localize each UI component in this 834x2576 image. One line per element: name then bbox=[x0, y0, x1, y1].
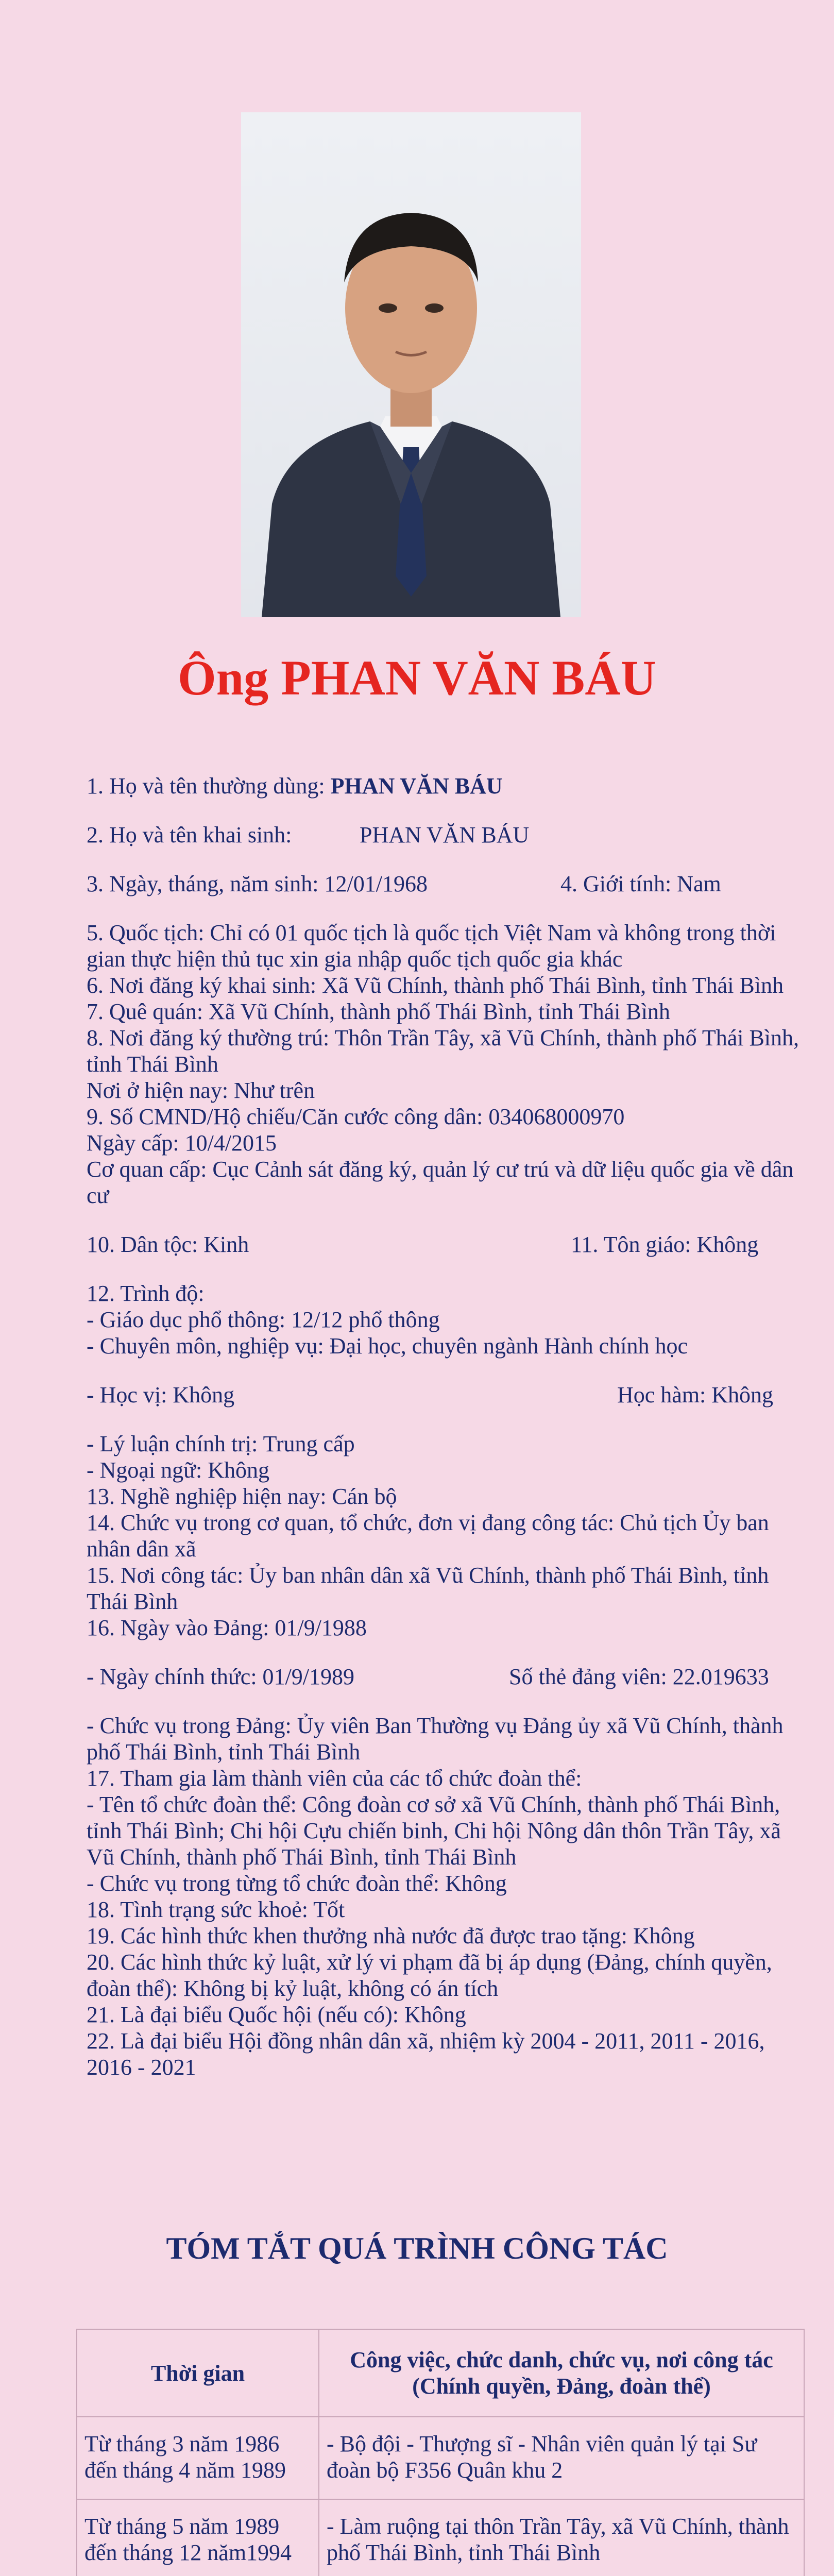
career-table bbox=[76, 2329, 805, 2576]
table-cell-time: Từ tháng 5 năm 1989 đến tháng 12 năm1994 bbox=[77, 2499, 319, 2576]
info-line-20: 20. Các hình thức kỷ luật, xử lý vi phạm đã bị áp dụng (Đảng, chính quyền, đoàn thể): Không bị kỷ luật, không có án tích bbox=[87, 1950, 772, 2001]
info-line-9c: Cơ quan cấp: Cục Cảnh sát đăng ký, quản lý cư trú và dữ liệu quốc gia về dân cư bbox=[87, 1157, 794, 1208]
info-line-17a: - Tên tổ chức đoàn thể: Công đoàn cơ sở xã Vũ Chính, thành phố Thái Bình, tỉnh Thái Bình; Chi hội Cựu chiến binh, Chi hội Nông dân thôn Trần Tây, xã Vũ Chính, thành phố Thái Bình, tỉnh Thái Bình bbox=[87, 1792, 781, 1870]
info-line-10 bbox=[87, 1231, 813, 1258]
page-title: Ông PHAN VĂN BÁU bbox=[178, 650, 656, 705]
info-line-9: 9. Số CMND/Hộ chiếu/Căn cước công dân: 034068000970 bbox=[87, 1104, 625, 1129]
info-value: PHAN VĂN BÁU bbox=[360, 822, 530, 848]
info-line-3 bbox=[87, 871, 813, 897]
column-header-job: Công việc, chức danh, chức vụ, nơi công tác (Chính quyền, Đảng, đoàn thể) bbox=[319, 2329, 804, 2417]
info-party-card: Số thẻ đảng viên: 22.019633 bbox=[509, 1664, 769, 1689]
info-label: 1. Họ và tên thường dùng: bbox=[87, 773, 331, 799]
info-line-19: 19. Các hình thức khen thưởng nhà nước đã được trao tặng: Không bbox=[87, 1923, 695, 1948]
table-cell-time: Từ tháng 3 năm 1986 đến tháng 4 năm 1989 bbox=[77, 2417, 319, 2499]
info-line-21: 21. Là đại biểu Quốc hội (nếu có): Không bbox=[87, 2002, 466, 2027]
info-birthdate: 3. Ngày, tháng, năm sinh: 12/01/1968 bbox=[87, 871, 428, 896]
portrait-illustration bbox=[241, 112, 581, 617]
info-line-12e: - Ngoại ngữ: Không bbox=[87, 1458, 270, 1483]
info-line-12b: - Chuyên môn, nghiệp vụ: Đại học, chuyên ngành Hành chính học bbox=[87, 1333, 688, 1359]
info-line-1 bbox=[87, 773, 813, 799]
info-official-date: - Ngày chính thức: 01/9/1989 bbox=[87, 1664, 354, 1689]
personal-info bbox=[87, 773, 813, 2080]
info-line-15: 15. Nơi công tác: Ủy ban nhân dân xã Vũ Chính, thành phố Thái Bình, tỉnh Thái Bình bbox=[87, 1563, 769, 1614]
info-value: PHAN VĂN BÁU bbox=[330, 773, 503, 799]
info-line-13: 13. Nghề nghiệp hiện nay: Cán bộ bbox=[87, 1484, 397, 1509]
info-line-9b: Ngày cấp: 10/4/2015 bbox=[87, 1130, 277, 1156]
info-line-16: 16. Ngày vào Đảng: 01/9/1988 bbox=[87, 1615, 367, 1640]
info-ethnicity: 10. Dân tộc: Kinh bbox=[87, 1232, 249, 1257]
info-line-12a: - Giáo dục phổ thông: 12/12 phổ thông bbox=[87, 1307, 440, 1332]
portrait-photo bbox=[241, 112, 581, 617]
info-line-17b: - Chức vụ trong từng tổ chức đoàn thể: Không bbox=[87, 1871, 507, 1896]
info-line-16c: - Chức vụ trong Đảng: Ủy viên Ban Thường vụ Đảng ủy xã Vũ Chính, thành phố Thái Bình, tỉnh Thái Bình bbox=[87, 1713, 784, 1765]
info-line-22: 22. Là đại biểu Hội đồng nhân dân xã, nhiệm kỳ 2004 - 2011, 2011 - 2016, 2016 - 2021 bbox=[87, 2028, 765, 2080]
info-line-2 bbox=[87, 822, 813, 848]
info-line-12: 12. Trình độ: bbox=[87, 1281, 205, 1306]
table-row bbox=[77, 2417, 804, 2499]
info-line-6: 6. Nơi đăng ký khai sinh: Xã Vũ Chính, thành phố Thái Bình, tỉnh Thái Bình bbox=[87, 973, 784, 998]
info-gender: 4. Giới tính: Nam bbox=[560, 871, 721, 896]
info-label: 2. Họ và tên khai sinh: bbox=[87, 822, 292, 848]
info-line-18: 18. Tình trạng sức khoẻ: Tốt bbox=[87, 1897, 345, 1922]
table-cell-job: - Bộ đội - Thượng sĩ - Nhân viên quản lý tại Sư đoàn bộ F356 Quân khu 2 bbox=[319, 2417, 804, 2499]
info-degree: - Học vị: Không bbox=[87, 1382, 235, 1408]
info-religion: 11. Tôn giáo: Không bbox=[571, 1232, 759, 1257]
info-line-12d: - Lý luận chính trị: Trung cấp bbox=[87, 1431, 355, 1456]
info-line-7: 7. Quê quán: Xã Vũ Chính, thành phố Thái Bình, tỉnh Thái Bình bbox=[87, 999, 670, 1024]
info-line-14: 14. Chức vụ trong cơ quan, tổ chức, đơn vị đang công tác: Chủ tịch Ủy ban nhân dân xã bbox=[87, 1510, 769, 1562]
table-cell-job: - Làm ruộng tại thôn Trần Tây, xã Vũ Chính, thành phố Thái Bình, tỉnh Thái Bình bbox=[319, 2499, 804, 2576]
info-line-8b: Nơi ở hiện nay: Như trên bbox=[87, 1078, 315, 1103]
info-line-16b bbox=[87, 1664, 813, 1690]
career-table-wrapper bbox=[76, 2329, 804, 2576]
section-title: TÓM TẮT QUÁ TRÌNH CÔNG TÁC bbox=[166, 2231, 668, 2265]
info-line-17: 17. Tham gia làm thành viên của các tổ chức đoàn thể: bbox=[87, 1766, 582, 1791]
info-academic-title: Học hàm: Không bbox=[617, 1382, 774, 1408]
table-row bbox=[77, 2499, 804, 2576]
info-line-8: 8. Nơi đăng ký thường trú: Thôn Trần Tây, xã Vũ Chính, thành phố Thái Bình, tỉnh Thái Bình bbox=[87, 1025, 799, 1077]
info-line-12c bbox=[87, 1382, 813, 1408]
info-line-5: 5. Quốc tịch: Chỉ có 01 quốc tịch là quốc tịch Việt Nam và không trong thời gian thực hiện thủ tục xin gia nhập quốc tịch quốc gia khác bbox=[87, 920, 776, 972]
column-header-time: Thời gian bbox=[77, 2329, 319, 2417]
table-header-row bbox=[77, 2329, 804, 2417]
